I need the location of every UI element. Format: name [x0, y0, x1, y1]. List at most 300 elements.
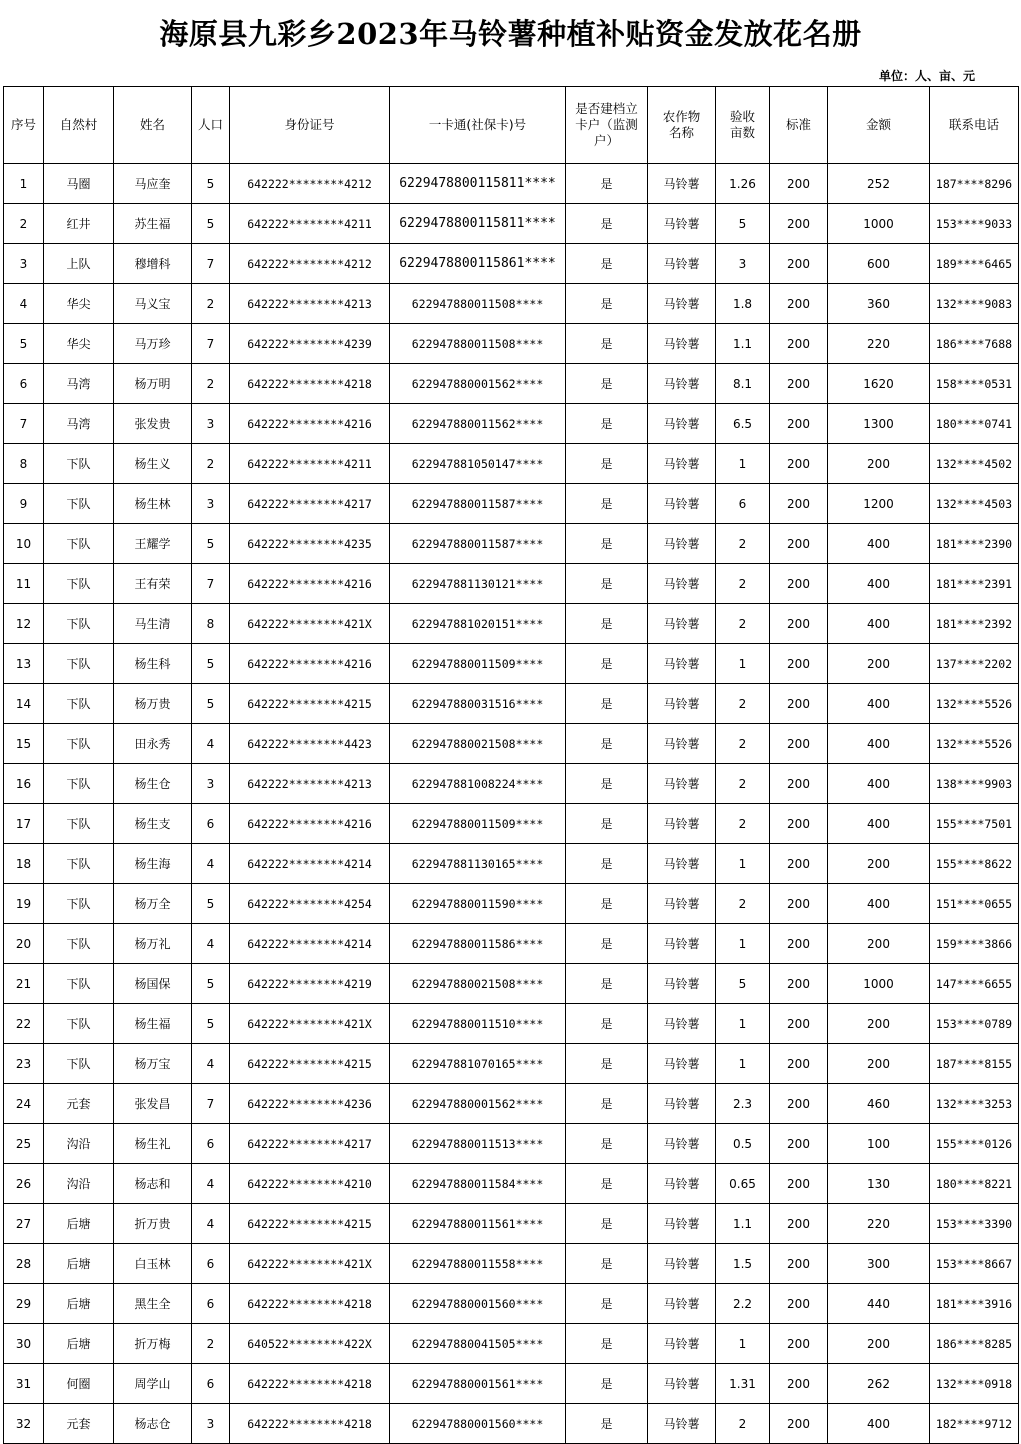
cell-standard: 200	[770, 524, 828, 564]
cell-name: 穆增科	[114, 244, 192, 284]
cell-amount: 200	[828, 1324, 930, 1364]
cell-population: 5	[192, 204, 230, 244]
cell-phone: 181****3916	[930, 1284, 1019, 1324]
cell-amount: 200	[828, 844, 930, 884]
cell-phone: 132****0918	[930, 1364, 1019, 1404]
cell-card-number: 622947880011584****	[390, 1164, 566, 1204]
cell-seq: 22	[4, 1004, 44, 1044]
cell-name: 王耀学	[114, 524, 192, 564]
cell-acres: 1.1	[716, 324, 770, 364]
cell-registered-household: 是	[566, 324, 648, 364]
table-row	[4, 844, 1019, 884]
cell-seq: 21	[4, 964, 44, 1004]
cell-id-number: 642222********4218	[230, 1364, 390, 1404]
cell-registered-household: 是	[566, 844, 648, 884]
cell-crop-name: 马铃薯	[648, 844, 716, 884]
cell-card-number: 6229478800115811****	[390, 204, 566, 244]
cell-population: 5	[192, 964, 230, 1004]
cell-standard: 200	[770, 804, 828, 844]
header-registered-household: 是否建档立卡户（监测户）	[566, 87, 648, 164]
cell-population: 8	[192, 604, 230, 644]
cell-village: 下队	[44, 964, 114, 1004]
cell-acres: 5	[716, 204, 770, 244]
table-row	[4, 1164, 1019, 1204]
cell-standard: 200	[770, 1244, 828, 1284]
cell-registered-household: 是	[566, 1284, 648, 1324]
table-row	[4, 724, 1019, 764]
cell-id-number: 642222********4236	[230, 1084, 390, 1124]
cell-crop-name: 马铃薯	[648, 1284, 716, 1324]
cell-crop-name: 马铃薯	[648, 204, 716, 244]
cell-phone: 158****0531	[930, 364, 1019, 404]
cell-standard: 200	[770, 204, 828, 244]
cell-population: 6	[192, 804, 230, 844]
cell-village: 后塘	[44, 1244, 114, 1284]
cell-card-number: 622947880001561****	[390, 1364, 566, 1404]
cell-population: 2	[192, 1324, 230, 1364]
cell-crop-name: 马铃薯	[648, 1124, 716, 1164]
cell-card-number: 622947880011561****	[390, 1204, 566, 1244]
cell-acres: 2	[716, 684, 770, 724]
cell-crop-name: 马铃薯	[648, 684, 716, 724]
cell-name: 马义宝	[114, 284, 192, 324]
cell-acres: 5	[716, 964, 770, 1004]
cell-standard: 200	[770, 844, 828, 884]
cell-population: 4	[192, 844, 230, 884]
table-row	[4, 1004, 1019, 1044]
cell-acres: 2	[716, 804, 770, 844]
cell-card-number: 622947880001560****	[390, 1404, 566, 1444]
cell-acres: 2	[716, 764, 770, 804]
cell-village: 上队	[44, 244, 114, 284]
cell-crop-name: 马铃薯	[648, 404, 716, 444]
cell-phone: 186****8285	[930, 1324, 1019, 1364]
cell-seq: 25	[4, 1124, 44, 1164]
cell-phone: 132****3253	[930, 1084, 1019, 1124]
cell-registered-household: 是	[566, 964, 648, 1004]
cell-amount: 400	[828, 724, 930, 764]
cell-name: 杨万明	[114, 364, 192, 404]
cell-village: 下队	[44, 444, 114, 484]
cell-seq: 29	[4, 1284, 44, 1324]
cell-village: 马湾	[44, 404, 114, 444]
cell-card-number: 622947881130165****	[390, 844, 566, 884]
cell-standard: 200	[770, 1164, 828, 1204]
cell-crop-name: 马铃薯	[648, 724, 716, 764]
table-row	[4, 964, 1019, 1004]
cell-id-number: 642222********4214	[230, 924, 390, 964]
cell-card-number: 622947880011587****	[390, 524, 566, 564]
cell-phone: 153****8667	[930, 1244, 1019, 1284]
table-row	[4, 1404, 1019, 1444]
cell-name: 周学山	[114, 1364, 192, 1404]
cell-standard: 200	[770, 444, 828, 484]
cell-village: 华尖	[44, 284, 114, 324]
cell-id-number: 642222********4215	[230, 1044, 390, 1084]
cell-standard: 200	[770, 764, 828, 804]
cell-village: 后塘	[44, 1204, 114, 1244]
cell-standard: 200	[770, 964, 828, 1004]
cell-phone: 187****8155	[930, 1044, 1019, 1084]
table-row	[4, 204, 1019, 244]
cell-name: 王有荣	[114, 564, 192, 604]
unit-note: 单位：人、亩、元	[878, 69, 975, 83]
cell-population: 2	[192, 444, 230, 484]
cell-name: 杨生科	[114, 644, 192, 684]
cell-id-number: 642222********4217	[230, 484, 390, 524]
cell-name: 杨万全	[114, 884, 192, 924]
cell-id-number: 642222********4216	[230, 564, 390, 604]
cell-amount: 440	[828, 1284, 930, 1324]
cell-seq: 16	[4, 764, 44, 804]
cell-crop-name: 马铃薯	[648, 444, 716, 484]
cell-seq: 7	[4, 404, 44, 444]
cell-seq: 32	[4, 1404, 44, 1444]
cell-registered-household: 是	[566, 164, 648, 204]
cell-standard: 200	[770, 324, 828, 364]
document-title: 海原县九彩乡2023年马铃薯种植补贴资金发放花名册	[159, 17, 862, 51]
cell-phone: 151****0655	[930, 884, 1019, 924]
cell-crop-name: 马铃薯	[648, 244, 716, 284]
table-row	[4, 404, 1019, 444]
cell-phone: 153****0789	[930, 1004, 1019, 1044]
cell-seq: 17	[4, 804, 44, 844]
cell-card-number: 622947881070165****	[390, 1044, 566, 1084]
cell-card-number: 622947880011508****	[390, 324, 566, 364]
cell-crop-name: 马铃薯	[648, 884, 716, 924]
cell-seq: 24	[4, 1084, 44, 1124]
cell-id-number: 642222********4213	[230, 284, 390, 324]
cell-registered-household: 是	[566, 444, 648, 484]
cell-seq: 19	[4, 884, 44, 924]
cell-crop-name: 马铃薯	[648, 1204, 716, 1244]
table-row	[4, 324, 1019, 364]
cell-crop-name: 马铃薯	[648, 604, 716, 644]
cell-name: 杨生支	[114, 804, 192, 844]
cell-crop-name: 马铃薯	[648, 164, 716, 204]
cell-seq: 6	[4, 364, 44, 404]
cell-name: 张发昌	[114, 1084, 192, 1124]
cell-seq: 30	[4, 1324, 44, 1364]
cell-card-number: 622947881130121****	[390, 564, 566, 604]
cell-amount: 1300	[828, 404, 930, 444]
cell-population: 5	[192, 644, 230, 684]
cell-population: 6	[192, 1284, 230, 1324]
cell-acres: 6	[716, 484, 770, 524]
cell-id-number: 642222********421X	[230, 604, 390, 644]
cell-crop-name: 马铃薯	[648, 324, 716, 364]
cell-population: 5	[192, 1004, 230, 1044]
cell-id-number: 642222********4212	[230, 244, 390, 284]
header-seq: 序号	[4, 87, 44, 164]
header-acres: 验收亩数	[716, 87, 770, 164]
cell-card-number: 622947880001560****	[390, 1284, 566, 1324]
cell-id-number: 642222********4212	[230, 164, 390, 204]
cell-seq: 9	[4, 484, 44, 524]
cell-acres: 2	[716, 724, 770, 764]
cell-amount: 400	[828, 564, 930, 604]
cell-village: 下队	[44, 484, 114, 524]
cell-acres: 1	[716, 1044, 770, 1084]
cell-phone: 132****5526	[930, 724, 1019, 764]
cell-amount: 400	[828, 524, 930, 564]
cell-card-number: 622947881020151****	[390, 604, 566, 644]
cell-id-number: 642222********4216	[230, 644, 390, 684]
cell-population: 3	[192, 1404, 230, 1444]
cell-village: 下队	[44, 684, 114, 724]
cell-phone: 137****2202	[930, 644, 1019, 684]
cell-card-number: 622947880011586****	[390, 924, 566, 964]
header-name: 姓名	[114, 87, 192, 164]
cell-id-number: 642222********4210	[230, 1164, 390, 1204]
cell-seq: 20	[4, 924, 44, 964]
cell-registered-household: 是	[566, 604, 648, 644]
cell-village: 元套	[44, 1084, 114, 1124]
cell-registered-household: 是	[566, 1244, 648, 1284]
cell-name: 杨生礼	[114, 1124, 192, 1164]
cell-card-number: 622947880011508****	[390, 284, 566, 324]
cell-population: 5	[192, 524, 230, 564]
cell-registered-household: 是	[566, 764, 648, 804]
cell-acres: 2.2	[716, 1284, 770, 1324]
cell-village: 元套	[44, 1404, 114, 1444]
cell-id-number: 642222********4235	[230, 524, 390, 564]
cell-name: 田永秀	[114, 724, 192, 764]
cell-amount: 220	[828, 324, 930, 364]
table-row	[4, 1124, 1019, 1164]
cell-village: 下队	[44, 1044, 114, 1084]
cell-acres: 1	[716, 644, 770, 684]
cell-phone: 187****8296	[930, 164, 1019, 204]
cell-standard: 200	[770, 564, 828, 604]
table-row	[4, 804, 1019, 844]
cell-phone: 159****3866	[930, 924, 1019, 964]
cell-registered-household: 是	[566, 564, 648, 604]
cell-population: 4	[192, 1044, 230, 1084]
cell-amount: 300	[828, 1244, 930, 1284]
cell-name: 折万梅	[114, 1324, 192, 1364]
cell-crop-name: 马铃薯	[648, 284, 716, 324]
cell-population: 3	[192, 764, 230, 804]
cell-crop-name: 马铃薯	[648, 1324, 716, 1364]
cell-phone: 155****7501	[930, 804, 1019, 844]
cell-amount: 200	[828, 924, 930, 964]
cell-village: 沟沿	[44, 1164, 114, 1204]
cell-name: 折万贵	[114, 1204, 192, 1244]
cell-amount: 1000	[828, 964, 930, 1004]
cell-seq: 1	[4, 164, 44, 204]
cell-amount: 130	[828, 1164, 930, 1204]
cell-registered-household: 是	[566, 1404, 648, 1444]
cell-acres: 2	[716, 1404, 770, 1444]
cell-amount: 400	[828, 684, 930, 724]
cell-population: 5	[192, 164, 230, 204]
cell-name: 马生清	[114, 604, 192, 644]
cell-phone: 155****0126	[930, 1124, 1019, 1164]
cell-amount: 200	[828, 1004, 930, 1044]
cell-village: 马圈	[44, 164, 114, 204]
cell-name: 杨生义	[114, 444, 192, 484]
table-row	[4, 884, 1019, 924]
cell-population: 6	[192, 1124, 230, 1164]
cell-seq: 4	[4, 284, 44, 324]
cell-card-number: 622947880001562****	[390, 1084, 566, 1124]
cell-seq: 10	[4, 524, 44, 564]
cell-name: 白玉林	[114, 1244, 192, 1284]
cell-seq: 8	[4, 444, 44, 484]
table-row	[4, 1284, 1019, 1324]
cell-seq: 23	[4, 1044, 44, 1084]
cell-registered-household: 是	[566, 364, 648, 404]
cell-phone: 138****9903	[930, 764, 1019, 804]
cell-standard: 200	[770, 1044, 828, 1084]
cell-phone: 132****9083	[930, 284, 1019, 324]
cell-seq: 28	[4, 1244, 44, 1284]
cell-registered-household: 是	[566, 1084, 648, 1124]
cell-population: 5	[192, 884, 230, 924]
table-row	[4, 1044, 1019, 1084]
cell-phone: 181****2391	[930, 564, 1019, 604]
cell-acres: 2	[716, 524, 770, 564]
cell-id-number: 642222********4254	[230, 884, 390, 924]
cell-village: 下队	[44, 724, 114, 764]
cell-registered-household: 是	[566, 644, 648, 684]
table-row	[4, 1364, 1019, 1404]
cell-standard: 200	[770, 884, 828, 924]
cell-registered-household: 是	[566, 1204, 648, 1244]
cell-village: 马湾	[44, 364, 114, 404]
cell-card-number: 622947880031516****	[390, 684, 566, 724]
cell-acres: 1	[716, 1324, 770, 1364]
cell-seq: 12	[4, 604, 44, 644]
cell-name: 杨万贵	[114, 684, 192, 724]
cell-village: 下队	[44, 524, 114, 564]
cell-acres: 8.1	[716, 364, 770, 404]
cell-phone: 180****8221	[930, 1164, 1019, 1204]
cell-registered-household: 是	[566, 484, 648, 524]
cell-id-number: 642222********4211	[230, 444, 390, 484]
cell-registered-household: 是	[566, 804, 648, 844]
cell-standard: 200	[770, 684, 828, 724]
cell-population: 7	[192, 324, 230, 364]
cell-acres: 0.5	[716, 1124, 770, 1164]
cell-village: 何圈	[44, 1364, 114, 1404]
cell-registered-household: 是	[566, 1124, 648, 1164]
cell-card-number: 622947881008224****	[390, 764, 566, 804]
cell-registered-household: 是	[566, 244, 648, 284]
cell-standard: 200	[770, 1084, 828, 1124]
cell-registered-household: 是	[566, 1164, 648, 1204]
cell-card-number: 622947880011587****	[390, 484, 566, 524]
cell-name: 杨生海	[114, 844, 192, 884]
cell-population: 5	[192, 684, 230, 724]
cell-crop-name: 马铃薯	[648, 764, 716, 804]
cell-village: 沟沿	[44, 1124, 114, 1164]
cell-registered-household: 是	[566, 724, 648, 764]
cell-name: 杨国保	[114, 964, 192, 1004]
table-row	[4, 444, 1019, 484]
cell-name: 杨生福	[114, 1004, 192, 1044]
table-row	[4, 684, 1019, 724]
cell-card-number: 622947880021508****	[390, 724, 566, 764]
cell-seq: 11	[4, 564, 44, 604]
cell-standard: 200	[770, 644, 828, 684]
table-row	[4, 604, 1019, 644]
cell-standard: 200	[770, 404, 828, 444]
cell-phone: 147****6655	[930, 964, 1019, 1004]
cell-crop-name: 马铃薯	[648, 804, 716, 844]
header-card-number: 一卡通(社保卡)号	[390, 87, 566, 164]
cell-phone: 182****9712	[930, 1404, 1019, 1444]
cell-amount: 1200	[828, 484, 930, 524]
cell-phone: 186****7688	[930, 324, 1019, 364]
cell-name: 杨万宝	[114, 1044, 192, 1084]
table-row	[4, 364, 1019, 404]
cell-village: 下队	[44, 924, 114, 964]
cell-amount: 100	[828, 1124, 930, 1164]
cell-amount: 400	[828, 764, 930, 804]
cell-standard: 200	[770, 1404, 828, 1444]
cell-village: 下队	[44, 884, 114, 924]
cell-standard: 200	[770, 924, 828, 964]
cell-card-number: 622947880011509****	[390, 804, 566, 844]
cell-village: 后塘	[44, 1324, 114, 1364]
cell-population: 4	[192, 724, 230, 764]
cell-acres: 1	[716, 844, 770, 884]
cell-village: 华尖	[44, 324, 114, 364]
cell-population: 6	[192, 1244, 230, 1284]
cell-phone: 132****5526	[930, 684, 1019, 724]
cell-seq: 14	[4, 684, 44, 724]
cell-amount: 262	[828, 1364, 930, 1404]
table-row	[4, 524, 1019, 564]
cell-amount: 360	[828, 284, 930, 324]
cell-acres: 1.1	[716, 1204, 770, 1244]
table-row	[4, 484, 1019, 524]
cell-crop-name: 马铃薯	[648, 924, 716, 964]
header-amount: 金额	[828, 87, 930, 164]
cell-registered-household: 是	[566, 924, 648, 964]
table-row	[4, 1204, 1019, 1244]
cell-name: 马万珍	[114, 324, 192, 364]
cell-acres: 1	[716, 924, 770, 964]
cell-phone: 132****4503	[930, 484, 1019, 524]
cell-population: 4	[192, 1164, 230, 1204]
cell-seq: 26	[4, 1164, 44, 1204]
cell-population: 4	[192, 924, 230, 964]
cell-id-number: 642222********421X	[230, 1004, 390, 1044]
cell-population: 3	[192, 484, 230, 524]
cell-seq: 18	[4, 844, 44, 884]
cell-acres: 1	[716, 1004, 770, 1044]
cell-phone: 153****3390	[930, 1204, 1019, 1244]
cell-acres: 2	[716, 884, 770, 924]
header-id-number: 身份证号	[230, 87, 390, 164]
cell-population: 7	[192, 564, 230, 604]
cell-crop-name: 马铃薯	[648, 1004, 716, 1044]
header-phone: 联系电话	[930, 87, 1019, 164]
cell-name: 苏生福	[114, 204, 192, 244]
cell-phone: 153****9033	[930, 204, 1019, 244]
cell-id-number: 642222********4214	[230, 844, 390, 884]
cell-id-number: 642222********4423	[230, 724, 390, 764]
table-row	[4, 244, 1019, 284]
cell-crop-name: 马铃薯	[648, 564, 716, 604]
cell-acres: 6.5	[716, 404, 770, 444]
cell-id-number: 642222********4213	[230, 764, 390, 804]
cell-crop-name: 马铃薯	[648, 1084, 716, 1124]
cell-amount: 400	[828, 884, 930, 924]
